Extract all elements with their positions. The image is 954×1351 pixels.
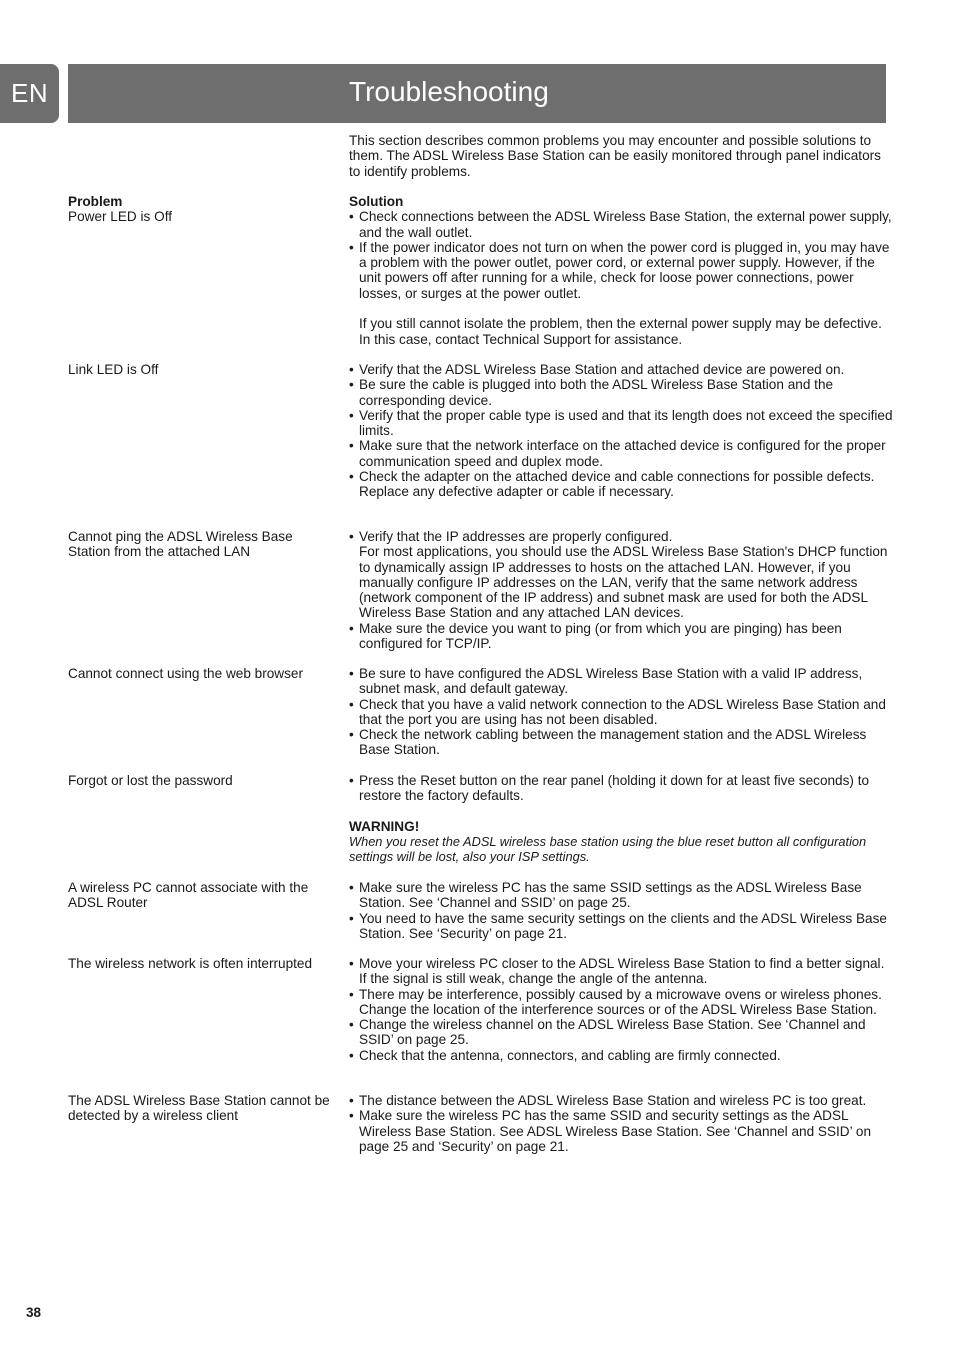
solution-bullet: • Make sure the device you want to ping (or from which you are pinging) has been configured for TCP/IP. <box>349 621 894 652</box>
solution-list <box>349 773 894 804</box>
problem-text: The wireless network is often interrupted <box>68 956 313 971</box>
solution-cell-password <box>349 773 894 865</box>
solution-bullet: • Make sure the wireless PC has the same SSID and security settings as the ADSL Wireless Base Station. See ADSL Wireless Base Station. See ‘Channel and SSID’ on page 25 and ‘Security’ on page 21. <box>349 1108 894 1154</box>
problem-text: Forgot or lost the password <box>68 773 233 788</box>
problem-cell-power-led <box>68 194 338 225</box>
solution-list <box>349 209 894 301</box>
solution-bullet <box>349 529 894 621</box>
solution-cell-power-led <box>349 194 894 347</box>
problem-text: Cannot ping the ADSL Wireless Base Station from the attached LAN <box>68 529 293 560</box>
solution-column-header: Solution <box>349 194 404 209</box>
solution-cell-interrupted <box>349 956 894 1063</box>
problem-text: Power LED is Off <box>68 209 173 225</box>
solution-bullet: • If the power indicator does not turn on when the power cord is plugged in, you may have a problem with the power outlet, power cord, or external power supply. However, if the unit powers off after running for a while, check for loose power connections, power losses, or surges at the power outlet. <box>349 240 894 301</box>
problem-cell-associate <box>68 880 313 911</box>
problem-cell-interrupted <box>68 956 338 971</box>
solution-bullet: • Change the wireless channel on the ADSL Wireless Base Station. See ‘Channel and SSID’ on page 25. <box>349 1017 894 1048</box>
solution-list <box>349 956 894 1063</box>
solution-list <box>349 362 894 484</box>
solution-bullet: • Make sure that the network interface on the attached device is configured for the proper communication speed and duplex mode. <box>349 438 894 469</box>
problem-column-header: Problem <box>68 194 123 209</box>
solution-bullet: • Press the Reset button on the rear panel (holding it down for at least five seconds) to restore the factory defaults. <box>349 773 894 804</box>
language-tab: EN <box>0 64 59 123</box>
solution-cell-link-led <box>349 362 894 500</box>
solution-bullet: • Be sure to have configured the ADSL Wireless Base Station with a valid IP address, subnet mask, and default gateway. <box>349 666 894 697</box>
problem-text: Cannot connect using the web browser <box>68 666 304 681</box>
solution-bullet: • Check connections between the ADSL Wireless Base Station, the external power supply, and the wall outlet. <box>349 209 894 240</box>
problem-text: Link LED is Off <box>68 362 159 377</box>
warning-text: When you reset the ADSL wireless base station using the blue reset button all configuration settings will be lost, also your ISP settings. <box>349 834 867 865</box>
solution-cell-associate <box>349 880 894 941</box>
title-bar <box>68 64 886 123</box>
solution-list <box>349 1093 894 1154</box>
solution-bullet: • There may be interference, possibly caused by a microwave ovens or wireless phones. Change the location of the interference sources or of the ADSL Wireless Base Station. <box>349 987 894 1018</box>
solution-note: If you still cannot isolate the problem, then the external power supply may be defective. In this case, contact Technical Support for assistance. <box>359 316 882 347</box>
problem-text: The ADSL Wireless Base Station cannot be detected by a wireless client <box>68 1093 330 1124</box>
solution-cell-ping <box>349 529 894 651</box>
solution-bullet: • You need to have the same security settings on the clients and the ADSL Wireless Base Station. See ‘Security’ on page 21. <box>349 911 894 942</box>
solution-bullet: • Verify that the proper cable type is used and that its length does not exceed the specified limits. <box>349 408 894 439</box>
problem-cell-web-browser <box>68 666 338 681</box>
solution-bullet: • Make sure the wireless PC has the same SSID settings as the ADSL Wireless Base Station. See ‘Channel and SSID’ on page 25. <box>349 880 894 911</box>
bullet-note: For most applications, you should use the ADSL Wireless Base Station's DHCP function to dynamically assign IP addresses to hosts on the attached LAN. However, if you manually configure IP addresses on the LAN, verify that the same network address (network component of the IP address) and subnet mask are used for both the ADSL Wireless Base Station and any attached LAN devices. <box>359 544 888 621</box>
solution-list <box>349 529 894 651</box>
solution-bullet: • Check that you have a valid network connection to the ADSL Wireless Base Station and that the port you are using has not been disabled. <box>349 697 894 728</box>
solution-list <box>349 880 894 941</box>
problem-text: A wireless PC cannot associate with the ADSL Router <box>68 880 309 911</box>
solution-bullet: • Be sure the cable is plugged into both the ADSL Wireless Base Station and the corresponding device. <box>349 377 894 408</box>
solution-list <box>349 666 894 758</box>
solution-bullet: • Check the adapter on the attached device and cable connections for possible defects. <box>349 469 894 484</box>
solution-bullet: • Check the network cabling between the management station and the ADSL Wireless Base Station. <box>349 727 894 758</box>
intro-paragraph: This section describes common problems you may encounter and possible solutions to them. The ADSL Wireless Base Station can be easily monitored through panel indicators to identify problems. <box>349 133 881 179</box>
problem-cell-not-detected <box>68 1093 330 1124</box>
solution-note: Replace any defective adapter or cable if necessary. <box>359 484 674 500</box>
solution-cell-not-detected <box>349 1093 894 1154</box>
page-number: 38 <box>26 1305 42 1320</box>
problem-cell-ping <box>68 529 313 560</box>
problem-cell-password <box>68 773 338 788</box>
solution-bullet: • Move your wireless PC closer to the ADSL Wireless Base Station to find a better signal. If the signal is still weak, change the angle of the antenna. <box>349 956 894 987</box>
page-title: Troubleshooting <box>349 76 549 107</box>
warning-title: WARNING! <box>349 818 420 834</box>
solution-bullet: • The distance between the ADSL Wireless Base Station and wireless PC is too great. <box>349 1093 894 1108</box>
solution-cell-web-browser <box>349 666 894 758</box>
bullet-text: Verify that the IP addresses are properly configured. <box>359 529 673 544</box>
problem-cell-link-led <box>68 362 338 377</box>
solution-bullet: • Check that the antenna, connectors, and cabling are firmly connected. <box>349 1048 894 1063</box>
solution-bullet: • Verify that the ADSL Wireless Base Station and attached device are powered on. <box>349 362 894 377</box>
